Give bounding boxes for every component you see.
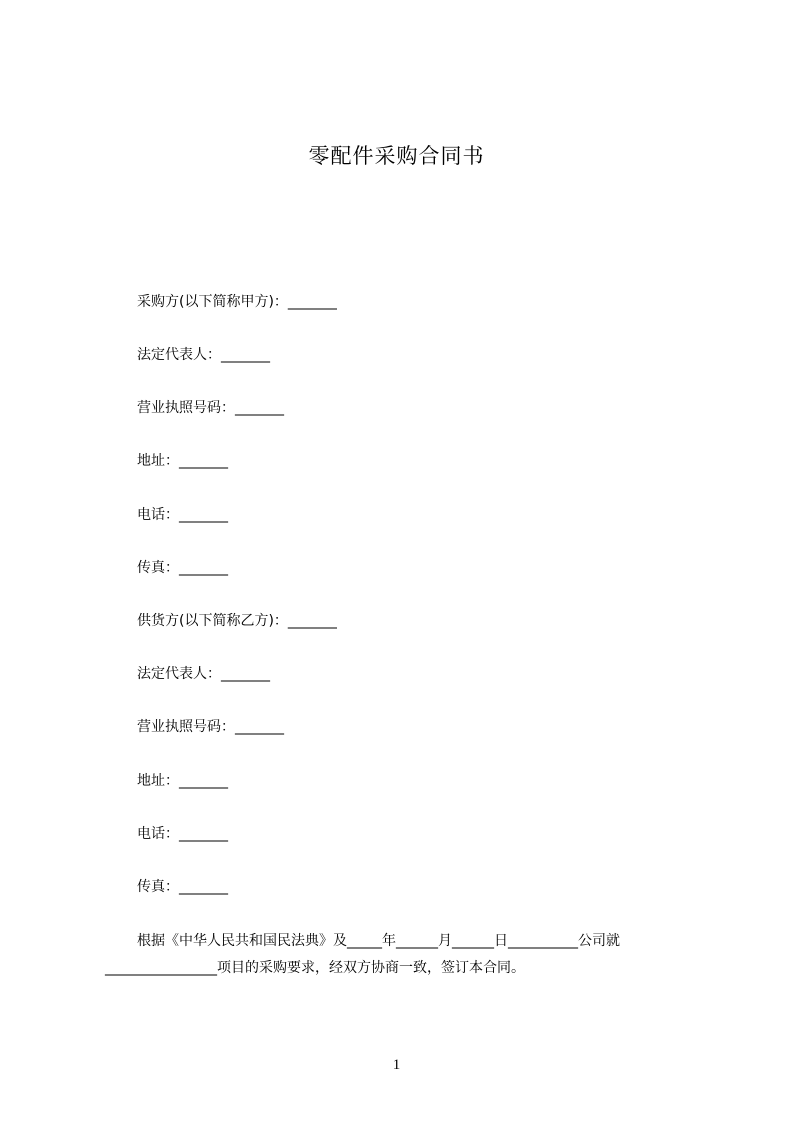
party-b-fax-line: 传真：_______ (137, 879, 228, 895)
page-number: 1 (392, 1057, 401, 1073)
party-a-name-line: 采购方(以下简称甲方)：_______ (137, 294, 337, 310)
preamble-line-2: ________________项目的采购要求，经双方协商一致，签订本合同。 (105, 960, 525, 976)
party-a-fax-line: 传真：_______ (137, 560, 228, 576)
document-title: 零配件采购合同书 (308, 144, 485, 168)
party-b-address-line: 地址：_______ (137, 773, 228, 789)
preamble-line-1: 根据《中华人民共和国民法典》及_____年______月______日__________公司就 (137, 933, 620, 949)
party-a-address-line: 地址：_______ (137, 453, 228, 469)
party-b-license-line: 营业执照号码：_______ (137, 719, 284, 735)
party-a-phone-line: 电话：_______ (137, 507, 228, 523)
party-b-name-line: 供货方(以下简称乙方)：_______ (137, 613, 337, 629)
party-a-license-line: 营业执照号码：_______ (137, 400, 284, 416)
party-a-representative-line: 法定代表人：_______ (137, 347, 270, 363)
party-b-phone-line: 电话：_______ (137, 826, 228, 842)
party-b-representative-line: 法定代表人：_______ (137, 666, 270, 682)
